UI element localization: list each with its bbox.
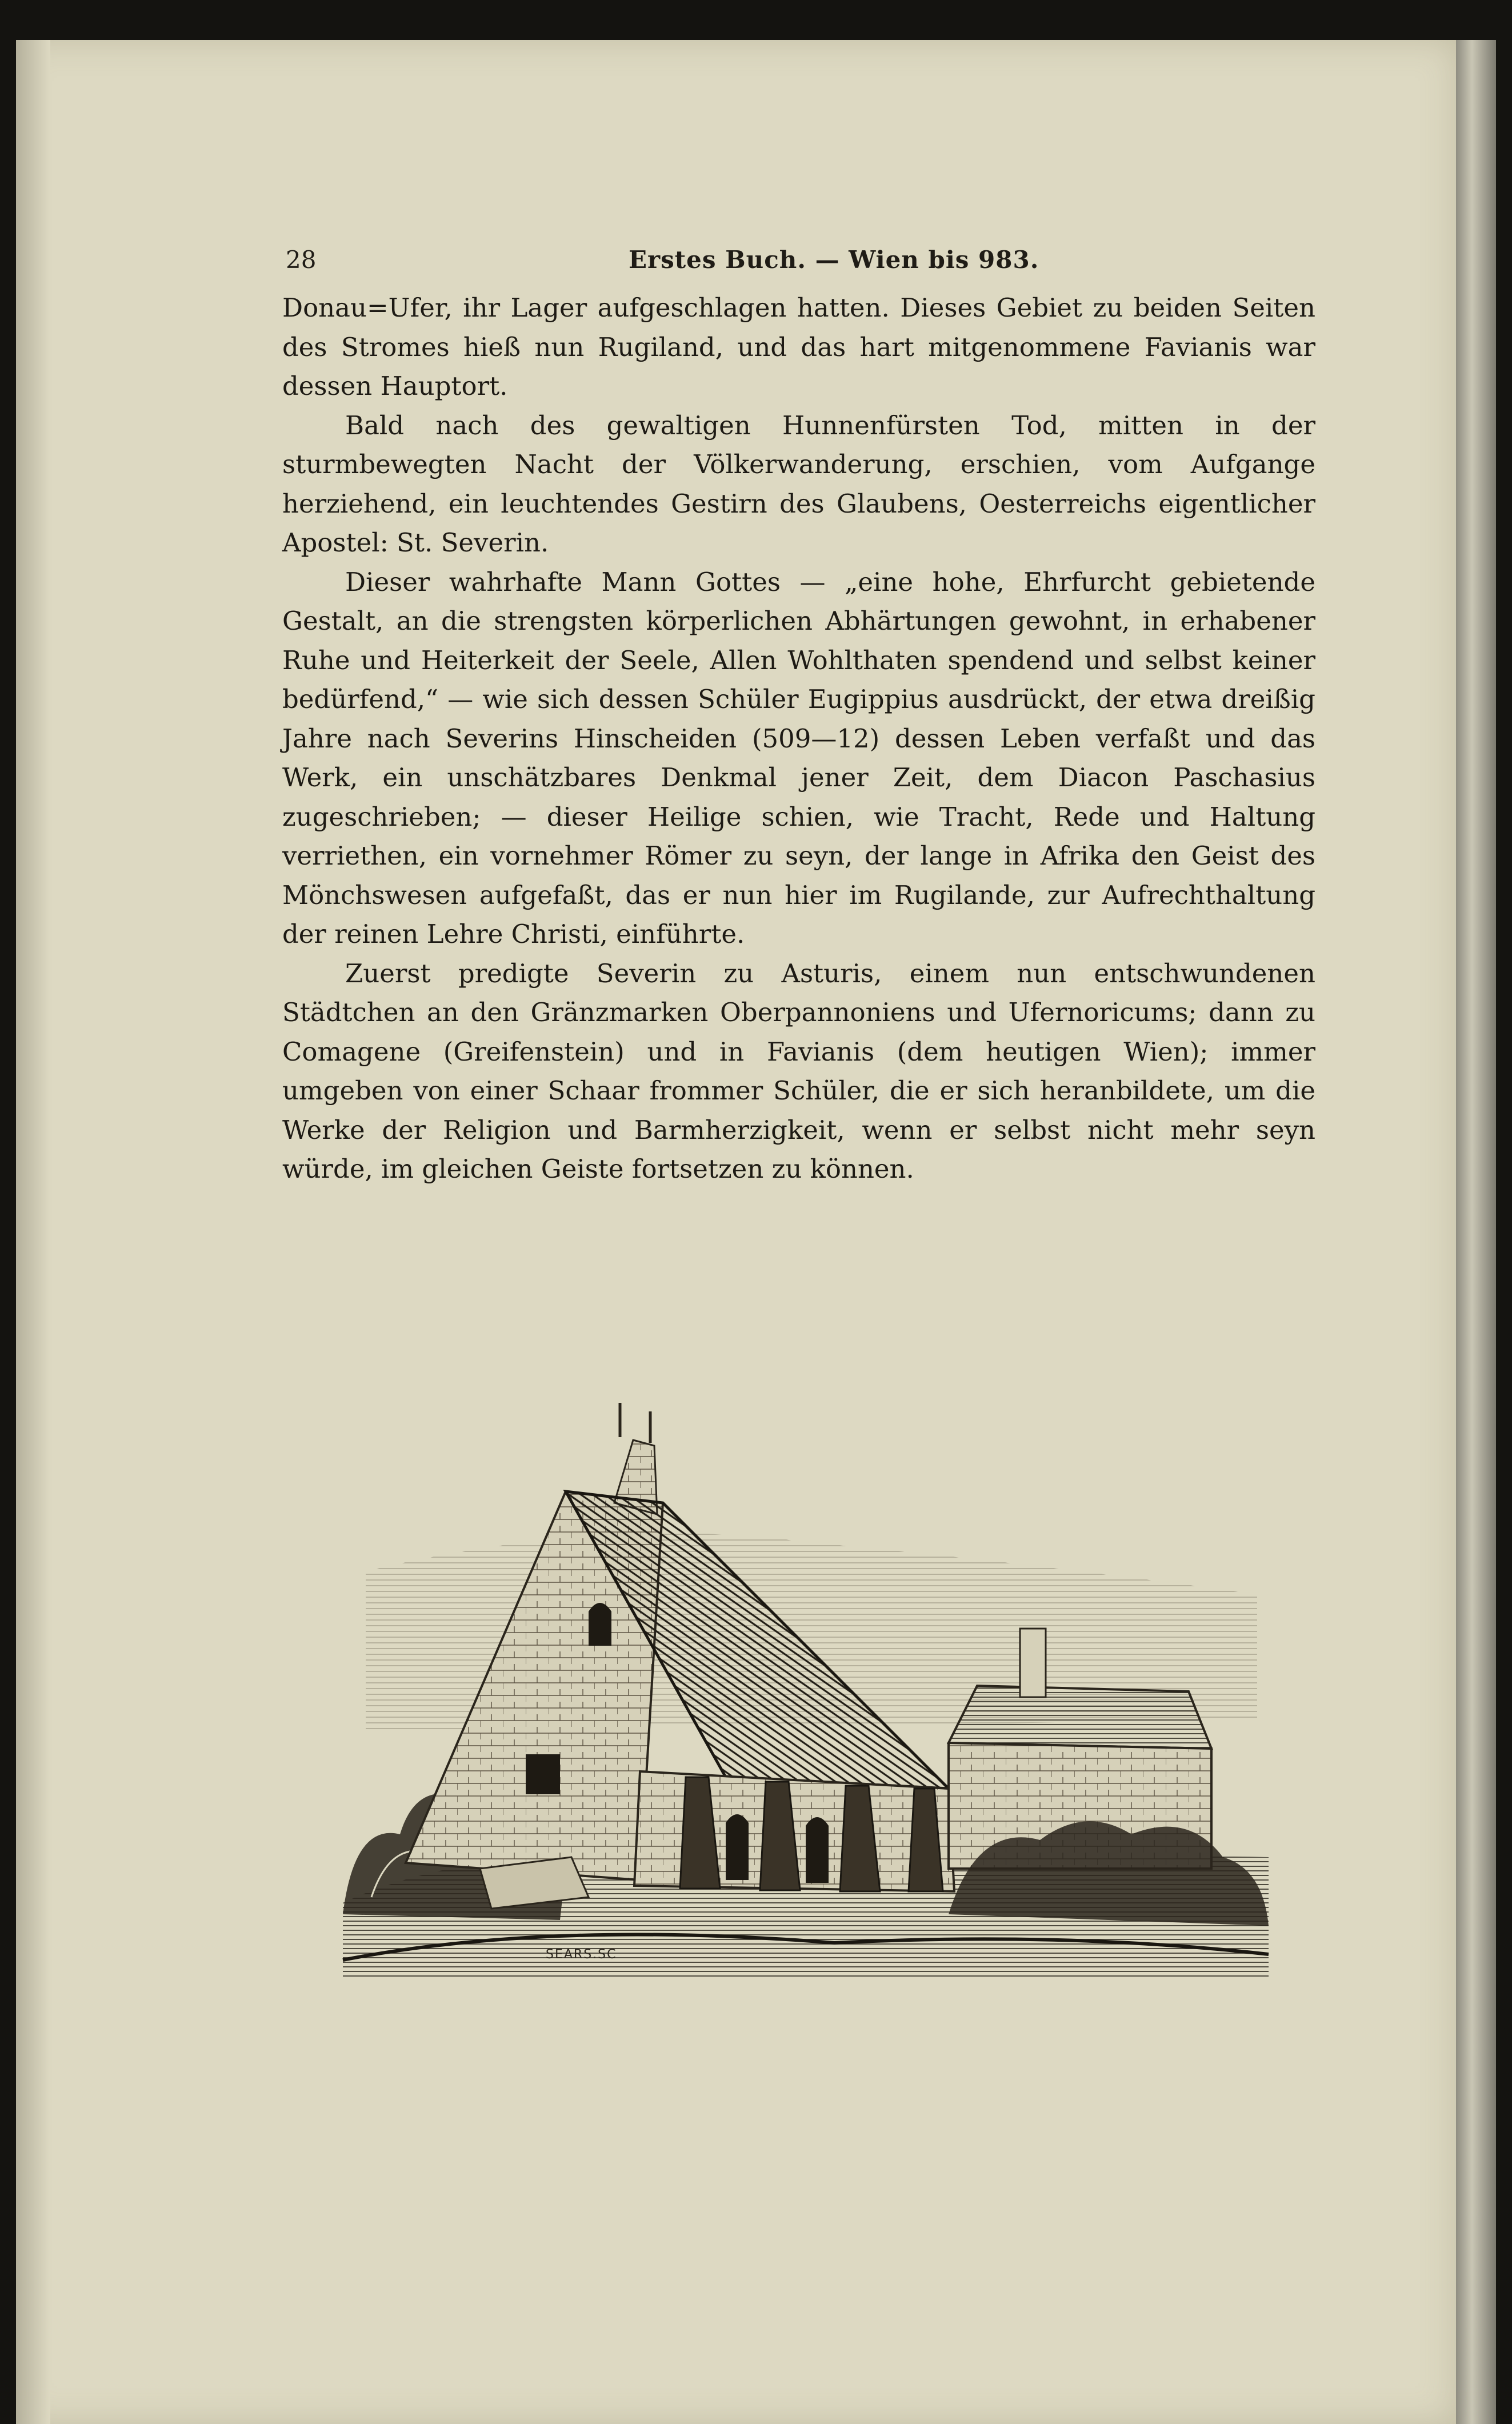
running-header xyxy=(286,246,1314,286)
gable-window xyxy=(589,1603,611,1646)
page-number: 28 xyxy=(286,246,317,274)
lower-window xyxy=(526,1754,560,1794)
paragraph-1: Donau=Ufer, ihr Lager aufgeschlagen hatten. Dieses Gebiet zu beiden Seiten des Stromes hieß nun Rugiland, und das hart mitgenommene Favianis war dessen Hauptort. xyxy=(282,293,1315,401)
page-gutter-shadow xyxy=(16,40,50,2424)
outbuilding-roof xyxy=(949,1686,1211,1749)
running-title: Erstes Buch. — Wien bis 983. xyxy=(629,246,1039,274)
paragraph-4: Zuerst predigte Severin zu Asturis, einem nun entschwundenen Städtchen an den Gränzmarken Oberpannoniens und Ufernoricums; dann zu Comagene (Greifenstein) und in Favianis (dem heutigen Wien); immer umgeben von einer Schaar frommer Schüler, die er sich heranbildete, um die Werke der Religion und Barmherzigkeit, wenn er selbst nicht mehr seyn würde, im gleichen Geiste fortsetzen zu können. xyxy=(282,958,1315,1184)
outbuilding-chimney xyxy=(1020,1629,1046,1697)
body-text xyxy=(282,289,1315,1189)
paragraph-3: Dieser wahrhafte Mann Gottes — „eine hohe, Ehrfurcht gebietende Gestalt, an die strengsten körperlichen Abhärtungen gewohnt, in erhabener Ruhe und Heiterkeit der Seele, Allen Wohlthaten spendend und selbst keiner bedürfend,“ — wie sich dessen Schüler Eugippius ausdrückt, der etwa dreißig Jahre nach Severins Hinscheiden (509—12) dessen Leben verfaßt und das Werk, ein unschätzbares Denkmal jener Zeit, dem Diacon Paschasius zugeschrieben; — dieser Heilige schien, wie Tracht, Rede und Haltung verriethen, ein vornehmer Römer zu seyn, der lange in Afrika den Geist des Mönchswesen aufgefaßt, das er nun hier im Rugilande, zur Aufrechthaltung der reinen Lehre Christi, einführte. xyxy=(282,566,1315,949)
paragraph-2: Bald nach des gewaltigen Hunnenfürsten Tod, mitten in der sturmbewegten Nacht der Völkerwanderung, erschien, vom Aufgange herziehend, ein leuchtendes Gestirn des Glaubens, Oesterreichs eigentlicher Apostel: St. Severin. xyxy=(282,410,1315,558)
church-engraving xyxy=(320,1274,1291,1989)
page-edge-strip xyxy=(1456,40,1496,2424)
church-engraving-drawing xyxy=(320,1274,1291,1989)
engraver-signature: SEARS.SC xyxy=(546,1947,617,1962)
